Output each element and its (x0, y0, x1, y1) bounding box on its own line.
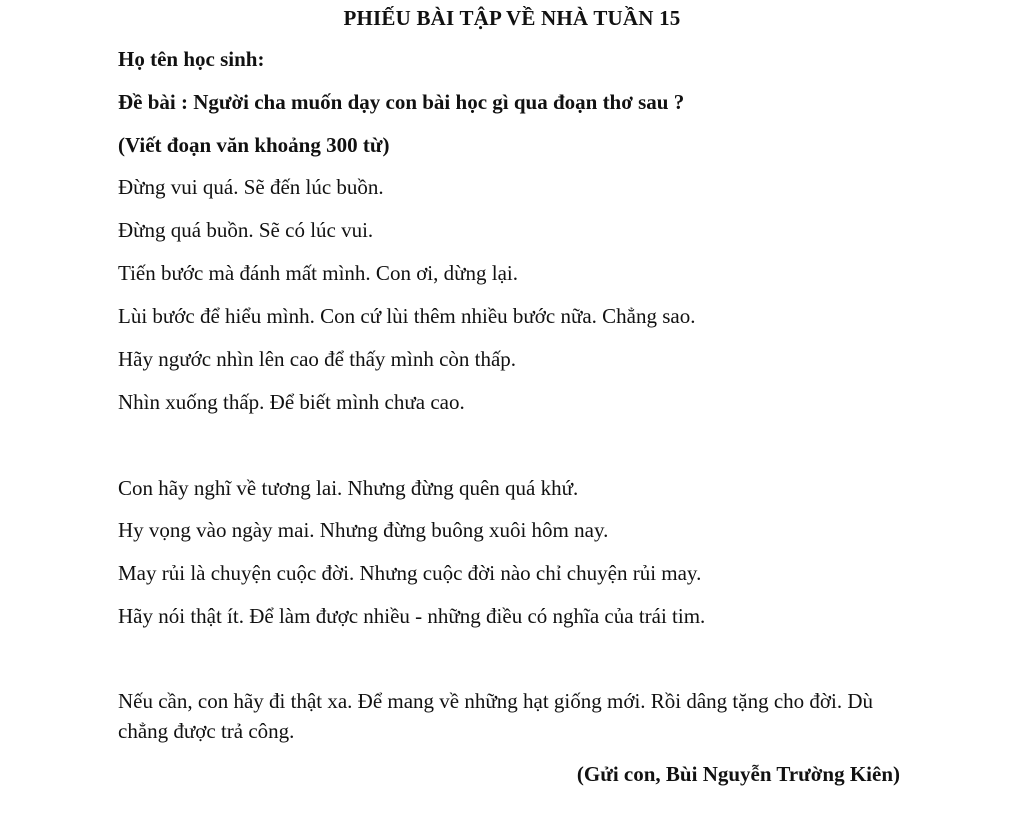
poem-line: Hãy ngước nhìn lên cao để thấy mình còn thấp. (118, 347, 517, 371)
student-name-label: Họ tên học sinh: (118, 47, 265, 71)
poem-paragraph: Nếu cần, con hãy đi thật xa. Để mang về những hạt giống mới. Rồi dâng tặng cho đời. Dù chẳng được trả công. (118, 689, 874, 743)
poem-line: Đừng quá buồn. Sẽ có lúc vui. (118, 218, 374, 242)
poem-line: Lùi bước để hiểu mình. Con cứ lùi thêm nhiều bước nữa. Chẳng sao. (118, 304, 696, 328)
poem-line: Đừng vui quá. Sẽ đến lúc buồn. (118, 175, 384, 199)
poem-line: May rủi là chuyện cuộc đời. Nhưng cuộc đời nào chỉ chuyện rủi may. (118, 561, 702, 585)
poem-attribution: (Gửi con, Bùi Nguyễn Trường Kiên) (576, 762, 900, 786)
poem-line: Tiến bước mà đánh mất mình. Con ơi, dừng lại. (118, 261, 519, 285)
poem-line: Nhìn xuống thấp. Để biết mình chưa cao. (118, 390, 465, 414)
assignment-instruction: (Viết đoạn văn khoảng 300 từ) (118, 133, 390, 157)
assignment-prompt: Đề bài : Người cha muốn dạy con bài học gì qua đoạn thơ sau ? (118, 90, 685, 114)
poem-line: Hãy nói thật ít. Để làm được nhiều - những điều có nghĩa của trái tim. (118, 604, 706, 628)
page-title: PHIẾU BÀI TẬP VỀ NHÀ TUẦN 15 (343, 6, 681, 30)
poem-line: Hy vọng vào ngày mai. Nhưng đừng buông xuôi hôm nay. (118, 518, 609, 542)
poem-line: Con hãy nghĩ về tương lai. Nhưng đừng quên quá khứ. (118, 476, 579, 500)
